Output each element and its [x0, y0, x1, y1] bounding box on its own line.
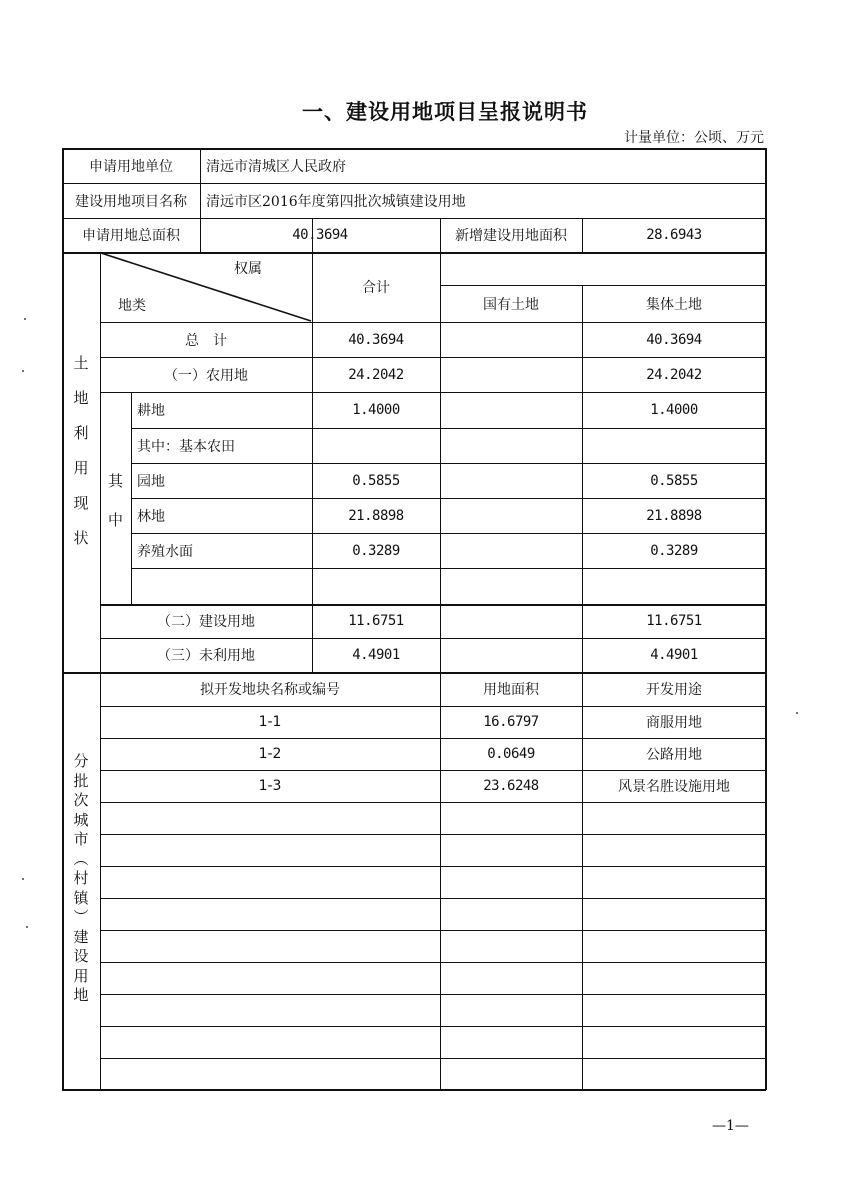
scan-speck: [22, 370, 24, 372]
plot-usage: [582, 802, 766, 834]
land-collective-value: 0.5855: [650, 472, 698, 489]
plot-usage: [582, 962, 766, 994]
plot-id: [100, 866, 440, 898]
land-state-owned-value: [440, 428, 582, 463]
plot-area: 16.6797: [483, 714, 539, 730]
document-title: 一、建设用地项目呈报说明书: [302, 100, 588, 124]
vertical-label-char: ︶: [73, 908, 89, 926]
vertical-label-char: 状: [73, 529, 89, 547]
land-collective-value: [582, 428, 766, 463]
land-total-value: 0.5855: [352, 472, 400, 489]
land-total-value: [312, 568, 440, 604]
land-state-owned-value: [440, 392, 582, 428]
vertical-label-char: 镇: [73, 888, 89, 907]
total-area-value: 40.3694: [292, 227, 348, 243]
plot-usage: [582, 1058, 766, 1090]
vertical-label-char: 利: [73, 424, 89, 442]
total-area-label: 申请用地总面积: [82, 228, 180, 244]
plot-area: [440, 866, 582, 898]
vertical-label-char: 其: [107, 472, 123, 490]
land-collective-value: 0.3289: [650, 542, 698, 559]
column-header-collective: 集体土地: [646, 296, 702, 313]
land-total-value: 1.4000: [352, 402, 400, 418]
land-collective-value: [582, 568, 766, 604]
vertical-label-char: 设: [73, 947, 89, 965]
plot-usage: 公路用地: [646, 747, 702, 763]
plot-id: 1-3: [258, 778, 282, 794]
vertical-label-char: 市: [73, 830, 89, 848]
plot-area: [440, 898, 582, 930]
vertical-label-char: 中: [107, 511, 123, 529]
plot-usage: [582, 866, 766, 898]
vertical-label-char: 用: [73, 459, 89, 477]
plot-usage: [582, 930, 766, 962]
plot-id: 1-1: [258, 714, 282, 730]
plot-area: [440, 834, 582, 866]
land-total-value: 11.6751: [348, 613, 404, 629]
plot-id: 1-2: [258, 746, 282, 762]
land-total-value: 21.8898: [348, 507, 404, 524]
scan-speck: [26, 926, 28, 928]
plot-id: [100, 802, 440, 834]
diagonal-header-ownership: 权属: [234, 261, 262, 277]
vertical-label-char: 现: [73, 494, 89, 512]
project-name-label: 建设用地项目名称: [75, 193, 187, 210]
land-state-owned-value: [440, 604, 582, 638]
land-total-value: 0.3289: [352, 542, 400, 559]
plot-area: 0.0649: [487, 746, 535, 762]
plot-id: [100, 898, 440, 930]
diagonal-header-land-type: 地类: [118, 298, 146, 314]
plot-usage: 商服用地: [646, 715, 702, 731]
plot-area: 23.6248: [483, 778, 539, 794]
plot-area: [440, 1058, 582, 1090]
project-name-value: 清远市区2016年度第四批次城镇建设用地: [206, 193, 466, 210]
vertical-label-char: 建: [73, 927, 89, 946]
land-type-name: 其中：基本农田: [137, 438, 235, 455]
unit-note: 计量单位：公顷、万元: [624, 130, 764, 146]
land-type-name: （二）建设用地: [157, 614, 255, 630]
vertical-label-char: 村: [73, 869, 89, 887]
plot-usage: [582, 994, 766, 1026]
subgroup-label: [100, 470, 131, 530]
vertical-label-char: 分: [73, 752, 89, 770]
land-collective-value: 21.8898: [646, 507, 702, 524]
plot-id: [100, 962, 440, 994]
column-header-area: 用地面积: [483, 682, 539, 698]
vertical-label-char: 地: [73, 389, 89, 407]
land-state-owned-value: [440, 463, 582, 498]
plot-area: [440, 930, 582, 962]
plot-id: [100, 834, 440, 866]
land-state-owned-value: [440, 498, 582, 533]
column-header-usage: 开发用途: [646, 682, 702, 698]
land-state-owned-value: [440, 568, 582, 604]
new-construction-area-label: 新增建设用地面积: [455, 228, 567, 244]
vertical-label-char: 地: [73, 986, 89, 1004]
land-type-name: 养殖水面: [137, 543, 193, 560]
plot-usage: [582, 898, 766, 930]
applicant-label: 申请用地单位: [89, 158, 173, 175]
land-total-value: 24.2042: [348, 366, 404, 383]
land-state-owned-value: [440, 357, 582, 392]
land-type-name: （三）未利用地: [157, 648, 255, 664]
column-header-state-owned: 国有土地: [483, 296, 539, 313]
column-header-plot: 拟开发地块名称或编号: [200, 682, 340, 698]
vertical-label-char: 土: [73, 354, 89, 372]
land-use-status-label: [62, 352, 100, 548]
page-number: —1—: [712, 1118, 749, 1134]
scan-speck: [796, 712, 798, 714]
plot-usage: 风景名胜设施用地: [618, 779, 730, 795]
land-collective-value: 40.3694: [646, 331, 702, 348]
scan-speck: [24, 318, 26, 320]
land-total-value: 40.3694: [348, 331, 404, 348]
land-type-name: 园地: [137, 473, 165, 490]
vertical-label-char: 次: [73, 791, 89, 809]
vertical-label-char: ︵: [73, 849, 89, 868]
plot-area: [440, 1026, 582, 1058]
plot-id: [100, 930, 440, 962]
plot-id: [100, 1058, 440, 1090]
vertical-label-char: 用: [73, 966, 89, 985]
plot-area: [440, 962, 582, 994]
batch-construction-label: [62, 752, 100, 1006]
plot-area: [440, 802, 582, 834]
column-header-total: 合计: [362, 280, 390, 296]
new-construction-area-value: 28.6943: [646, 227, 702, 243]
vertical-label-char: 批: [73, 771, 89, 790]
land-state-owned-value: [440, 533, 582, 568]
land-state-owned-value: [440, 638, 582, 672]
land-total-value: [312, 428, 440, 463]
land-type-name: 耕地: [137, 403, 165, 419]
land-type-name: 林地: [137, 508, 165, 525]
land-state-owned-value: [440, 322, 582, 357]
land-total-value: 4.4901: [352, 647, 400, 663]
land-type-name: （一）农用地: [164, 367, 248, 384]
plot-id: [100, 1026, 440, 1058]
scan-speck: [22, 878, 24, 880]
plot-area: [440, 994, 582, 1026]
land-collective-value: 4.4901: [650, 647, 698, 663]
plot-id: [100, 994, 440, 1026]
land-type-name: [131, 568, 312, 604]
land-collective-value: 24.2042: [646, 366, 702, 383]
plot-usage: [582, 834, 766, 866]
land-collective-value: 1.4000: [650, 402, 698, 418]
land-collective-value: 11.6751: [646, 613, 702, 629]
applicant-value: 清远市清城区人民政府: [206, 158, 346, 175]
plot-usage: [582, 1026, 766, 1058]
vertical-label-char: 城: [73, 810, 89, 829]
land-type-name: 总 计: [185, 332, 227, 349]
